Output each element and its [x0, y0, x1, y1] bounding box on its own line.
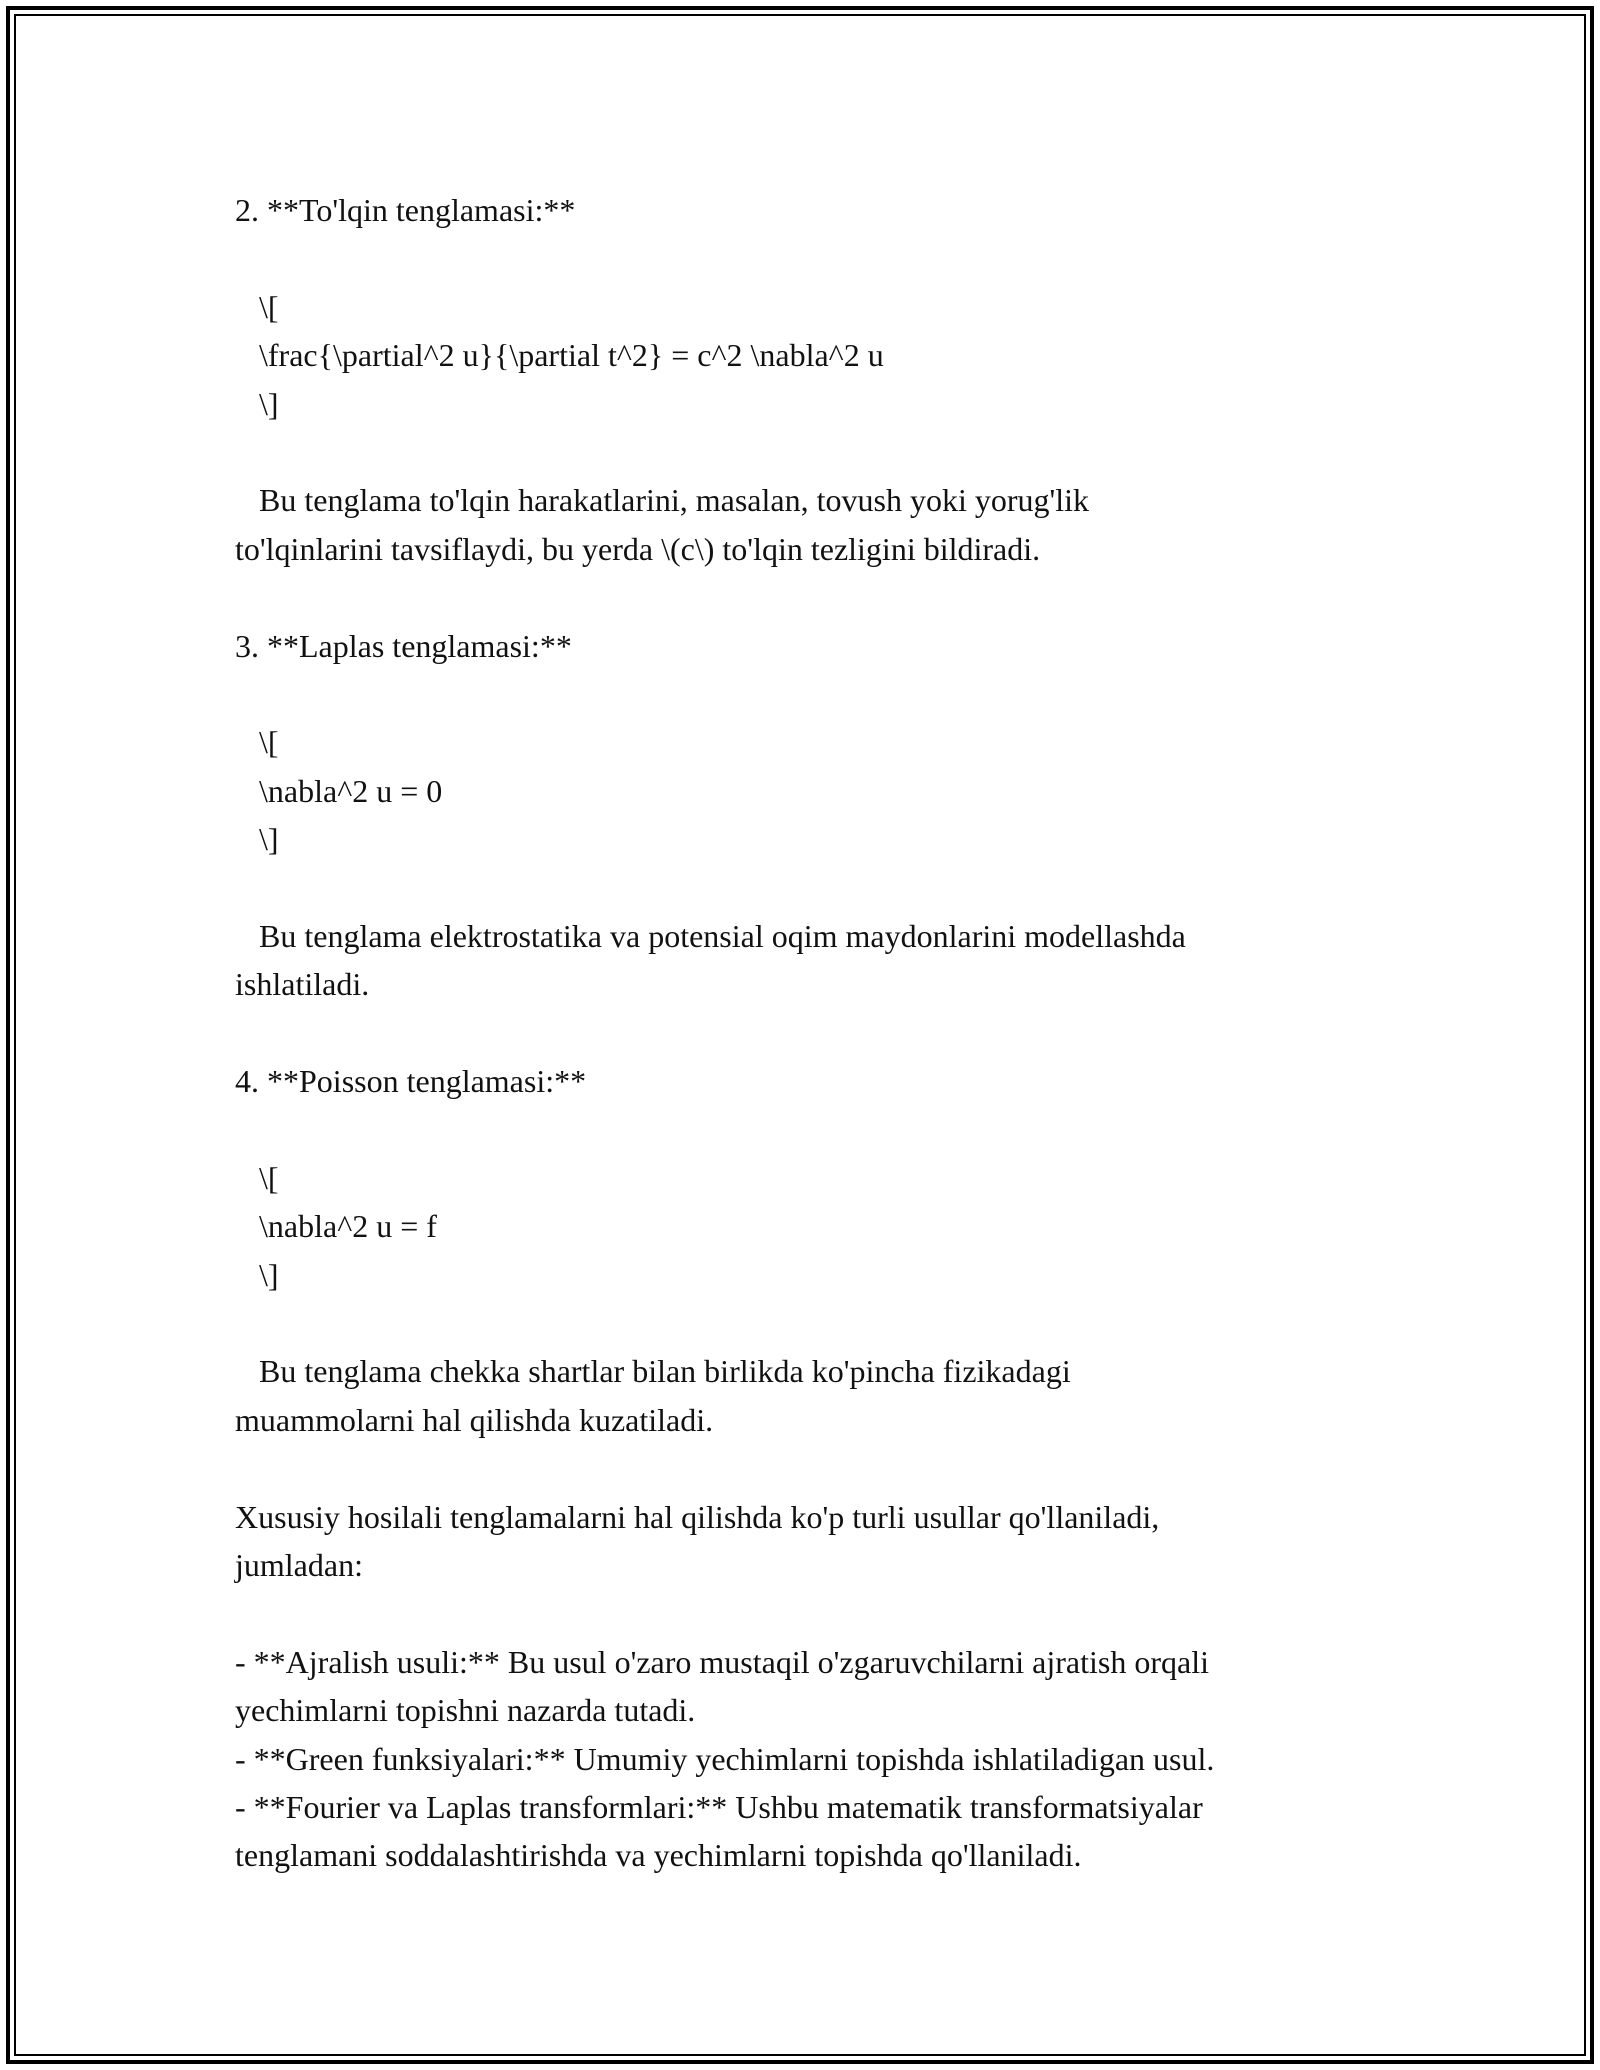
math-open: \[: [235, 288, 279, 325]
methods-intro-line-2: jumladan:: [235, 1546, 363, 1583]
method-transforms-line-2: tenglamani soddalashtirishda va yechimlarni topishda qo'llaniladi.: [235, 1837, 1082, 1874]
blank-line: [235, 1444, 1385, 1492]
blank-line: [235, 1009, 1385, 1057]
blank-line: [235, 573, 1385, 621]
laplace-description-line-1: Bu tenglama elektrostatika va potensial oqim maydonlarini modellashda: [235, 917, 1186, 954]
laplace-description-line-2: ishlatiladi.: [235, 966, 370, 1003]
heading-wave-equation: 2. **To'lqin tenglamasi:**: [235, 192, 576, 228]
method-green-functions: - **Green funksiyalari:** Umumiy yechimlarni topishda ishlatiladigan usul.: [235, 1740, 1215, 1777]
blank-line: [235, 1299, 1385, 1347]
poisson-description-line-1: Bu tenglama chekka shartlar bilan birlikda ko'pincha fizikadagi: [235, 1353, 1071, 1390]
wave-description-line-1: Bu tenglama to'lqin harakatlarini, masalan, tovush yoki yorug'lik: [235, 482, 1090, 519]
blank-line: [235, 670, 1385, 718]
math-open: \[: [235, 724, 279, 761]
method-transforms-line-1: - **Fourier va Laplas transformlari:** Ushbu matematik transformatsiyalar: [235, 1788, 1203, 1825]
blank-line: [235, 428, 1385, 476]
heading-poisson-equation: 4. **Poisson tenglamasi:**: [235, 1063, 587, 1100]
math-close: \]: [235, 385, 279, 422]
blank-line: [235, 863, 1385, 911]
method-separation-line-2: yechimlarni topishni nazarda tutadi.: [235, 1692, 696, 1729]
blank-line: [235, 1105, 1385, 1153]
poisson-description-line-2: muammolarni hal qilishda kuzatiladi.: [235, 1401, 714, 1438]
wave-equation-formula: \frac{\partial^2 u}{\partial t^2} = c^2 \nabla^2 u: [235, 337, 884, 374]
laplace-equation-formula: \nabla^2 u = 0: [235, 772, 443, 809]
math-close: \]: [235, 821, 279, 858]
math-open: \[: [235, 1159, 279, 1196]
wave-description-line-2: to'lqinlarini tavsiflaydi, bu yerda \(c\) to'lqin tezligini bildiradi.: [235, 530, 1041, 567]
math-close: \]: [235, 1256, 279, 1293]
poisson-equation-formula: \nabla^2 u = f: [235, 1208, 437, 1245]
methods-intro-line-1: Xususiy hosilali tenglamalarni hal qilishda ko'p turli usullar qo'llaniladi,: [235, 1498, 1160, 1535]
method-separation-line-1: - **Ajralish usuli:** Bu usul o'zaro mustaqil o'zgaruvchilarni ajratish orqali: [235, 1643, 1209, 1680]
document-body: [235, 186, 1385, 1880]
blank-line: [235, 234, 1385, 282]
heading-laplace-equation: 3. **Laplas tenglamasi:**: [235, 627, 572, 664]
blank-line: [235, 1589, 1385, 1637]
